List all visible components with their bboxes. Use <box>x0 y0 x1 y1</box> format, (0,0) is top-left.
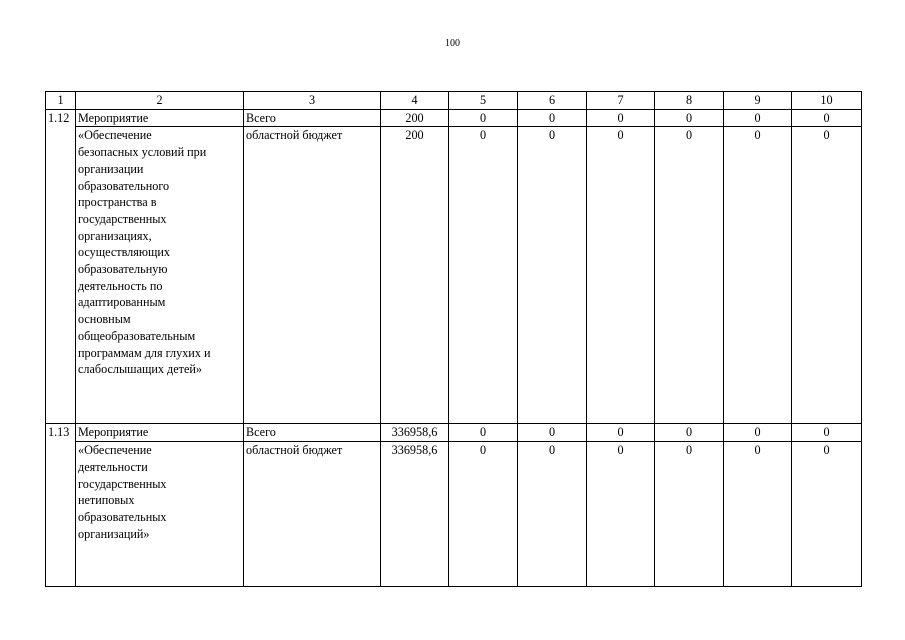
value-cell: 336958,6 <box>381 442 449 587</box>
col-header: 6 <box>518 92 587 110</box>
source-label: Всего <box>244 424 381 442</box>
value-cell: 0 <box>449 109 518 127</box>
value-cell: 0 <box>518 424 587 442</box>
page-number: 100 <box>445 38 460 49</box>
value-cell: 0 <box>587 127 655 424</box>
value-cell: 0 <box>518 442 587 587</box>
budget-table <box>45 91 862 587</box>
value-cell: 0 <box>518 109 587 127</box>
value-cell: 200 <box>381 127 449 424</box>
row-number: 1.13 <box>46 424 76 587</box>
col-header: 9 <box>724 92 792 110</box>
table-row <box>46 442 862 587</box>
value-cell: 0 <box>724 127 792 424</box>
value-cell: 0 <box>587 109 655 127</box>
value-cell: 0 <box>792 442 862 587</box>
col-header: 5 <box>449 92 518 110</box>
table-row <box>46 109 862 127</box>
col-header: 4 <box>381 92 449 110</box>
value-cell: 0 <box>449 442 518 587</box>
row-number: 1.12 <box>46 109 76 424</box>
col-header: 2 <box>76 92 244 110</box>
value-cell: 0 <box>655 442 724 587</box>
value-cell: 0 <box>792 424 862 442</box>
value-cell: 0 <box>724 424 792 442</box>
col-header: 10 <box>792 92 862 110</box>
header-row <box>46 92 862 110</box>
col-header: 1 <box>46 92 76 110</box>
value-cell: 0 <box>792 127 862 424</box>
value-cell: 0 <box>655 127 724 424</box>
value-cell: 200 <box>381 109 449 127</box>
measure-description: «Обеспечение деятельности государственных нетиповых образовательных организаций» <box>76 442 244 587</box>
source-label: областной бюджет <box>244 127 381 424</box>
value-cell: 0 <box>587 424 655 442</box>
value-cell: 0 <box>587 442 655 587</box>
value-cell: 0 <box>655 109 724 127</box>
col-header: 3 <box>244 92 381 110</box>
source-label: областной бюджет <box>244 442 381 587</box>
value-cell: 0 <box>518 127 587 424</box>
measure-title: Мероприятие <box>76 424 244 442</box>
measure-title: Мероприятие <box>76 109 244 127</box>
value-cell: 0 <box>449 127 518 424</box>
value-cell: 0 <box>724 109 792 127</box>
measure-description: «Обеспечение безопасных условий при организации образовательного пространства в государственных организациях, осуществляющих образовательную деятельность по адаптированным основным общеобразовательным программам для глухих и слабослышащих детей» <box>76 127 244 424</box>
table-row <box>46 127 862 424</box>
col-header: 7 <box>587 92 655 110</box>
value-cell: 0 <box>724 442 792 587</box>
value-cell: 0 <box>792 109 862 127</box>
value-cell: 336958,6 <box>381 424 449 442</box>
col-header: 8 <box>655 92 724 110</box>
table-row <box>46 424 862 442</box>
value-cell: 0 <box>655 424 724 442</box>
source-label: Всего <box>244 109 381 127</box>
value-cell: 0 <box>449 424 518 442</box>
